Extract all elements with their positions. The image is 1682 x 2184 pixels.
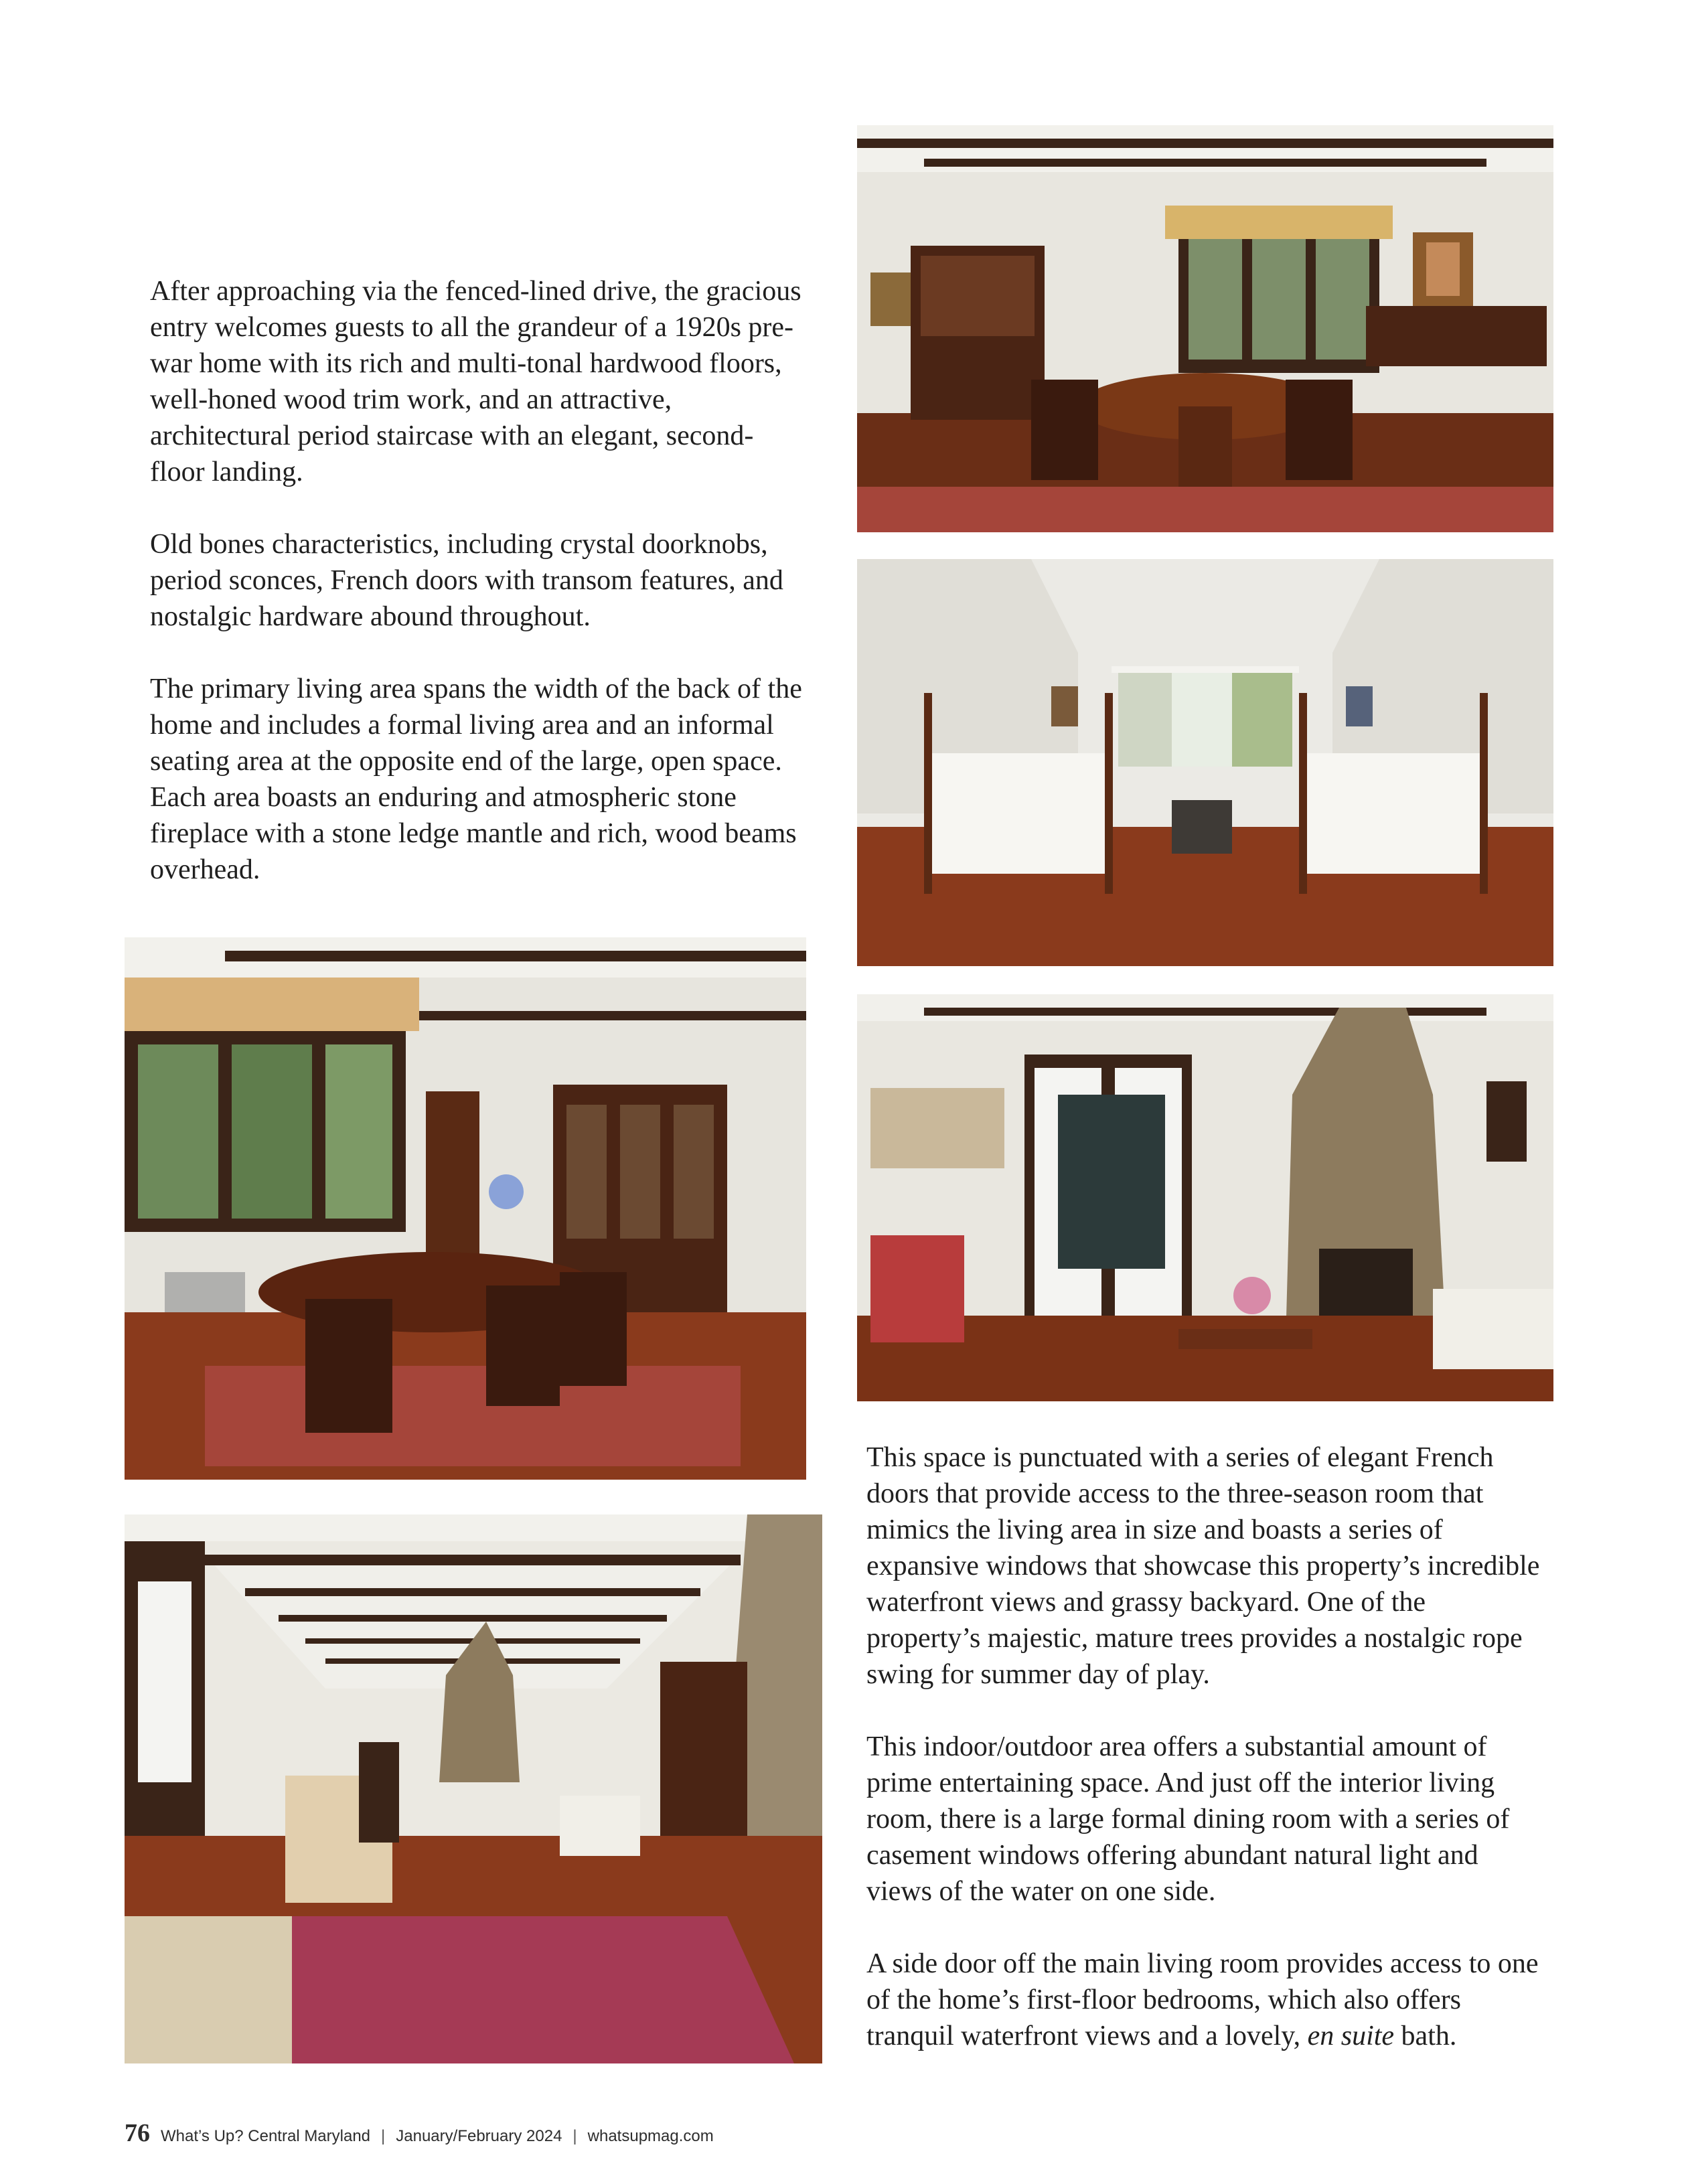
paragraph-entry: After approaching via the fenced-lined drive, the gracious entry welcomes guests to all the grandeur of a 1920s pre-war home with its rich and multi-tonal hardwood floors, well-honed wood trim work, and an attractive, architectural period staircase with an elegant, second-floor landing. [150,276,801,487]
issue-date: January/February 2024 [396,2127,562,2145]
publication-name: What’s Up? Central Maryland [161,2127,371,2145]
paragraph-spacer [150,490,806,526]
photo-living-room-fireplace [857,994,1553,1401]
photo-bedroom-twin-beds [857,559,1553,966]
paragraph-spacer [150,635,806,671]
side-door-text-start: A side door off the main living room provides access to one of the home’s first-floor bedrooms, which also offers tranquil waterfront views and a lovely, [866,1948,1539,2051]
article-column-right [866,1439,1543,2054]
photo-dining-room-top [857,125,1553,532]
paragraph-primary-living: The primary living area spans the width of the back of the home and includes a formal living area and an informal seating area at the opposite end of the large, open space. Each area boasts an enduring and atmospheric stone fireplace with a stone ledge mantle and rich, wood beams overhead. [150,674,802,885]
paragraph-indoor-outdoor: This indoor/outdoor area offers a substantial amount of prime entertaining space. And just off the interior living room, there is a large formal dining room with a series of casement windows offering abundant natural light and views of the water on one side. [866,1731,1510,1907]
page-footer [125,2118,714,2145]
paragraph-french-doors: This space is punctuated with a series of elegant French doors that provide access to the three-season room that mimics the living area in size and boasts a series of expansive windows that showcase this property’s incredible waterfront views and grassy backyard. One of the property’s majestic, mature trees provides a nostalgic rope swing for summer day of play. [866,1442,1540,1690]
footer-separator: | [381,2127,386,2145]
paragraph-spacer [866,1693,1543,1729]
article-column-left [150,273,806,888]
en-suite-text: en suite [1307,2021,1395,2051]
page-number: 76 [125,2119,150,2147]
photo-dining-room-left [125,937,806,1480]
photo-long-living-room [125,1514,822,2063]
paragraph-old-bones: Old bones characteristics, including crystal doorknobs, period sconces, French doors with transom features, and nostalgic hardware abound throughout. [150,529,783,632]
paragraph-spacer [866,1909,1543,1946]
website-link[interactable]: whatsupmag.com [587,2127,714,2145]
paragraph-side-door [866,1946,1543,2054]
side-door-text-end: bath. [1394,2021,1457,2051]
footer-separator: | [572,2127,577,2145]
